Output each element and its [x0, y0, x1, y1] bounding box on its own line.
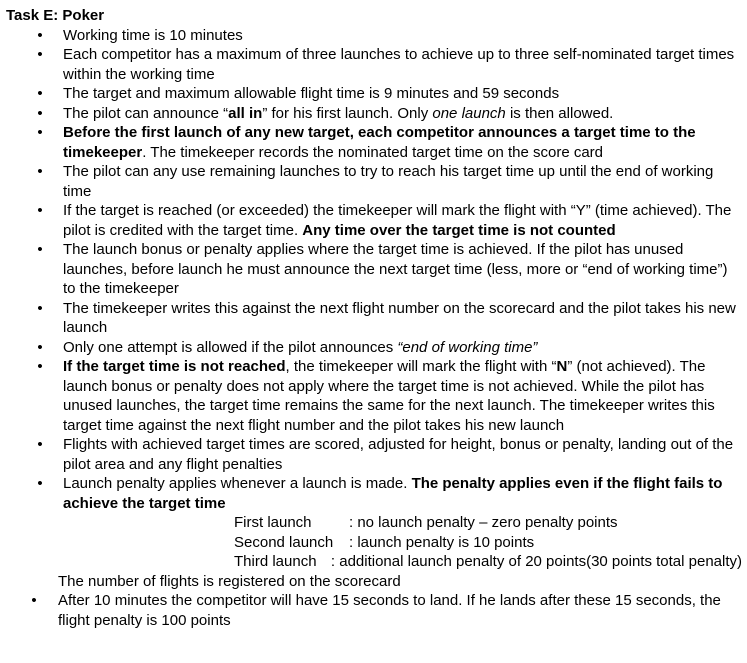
rule-text: Before the first launch of any new target, each competitor announces a target time to the timekeeper — [63, 124, 696, 161]
rule-text: is then allowed. — [505, 104, 614, 122]
rule-item — [6, 299, 742, 338]
launch-penalty-value: : no launch penalty – zero penalty points — [349, 514, 618, 531]
rule-text: N — [556, 358, 568, 375]
rule-item — [6, 45, 742, 84]
rule-text: The pilot can announce “ — [63, 104, 229, 122]
rule-text: The pilot can any use remaining launches to try to reach his target time up until the end of working time — [63, 163, 714, 200]
launch-label: Second launch — [234, 533, 334, 551]
bullet-icon: • — [37, 26, 43, 44]
rule-text: Launch penalty applies whenever a launch is made. — [63, 475, 412, 492]
rule-item — [6, 435, 742, 474]
bullet-icon: • — [37, 299, 43, 317]
bullet-icon: • — [37, 475, 43, 492]
rule-item — [6, 26, 742, 46]
bullet-icon: • — [37, 85, 43, 102]
bullet-icon: • — [37, 202, 43, 219]
rule-text: . The timekeeper records the nominated target time on the score card — [142, 143, 604, 161]
rule-text: The timekeeper writes this against the next flight number on the scorecard and the pilot takes his new launch — [63, 299, 736, 336]
rules-list — [6, 26, 742, 631]
launch-label: First launch — [234, 514, 312, 531]
bullet-icon: • — [37, 358, 43, 375]
rule-text: ” (not achieved). The launch bonus or penalty does not apply where the target time is not achieved. While the pilot has unused launches, the target time remains the same for the next launch. The timekeeper writes this target time against the next flight number and the pilot takes his new launch — [63, 358, 715, 434]
bullet-icon: • — [37, 163, 43, 180]
rule-text: Working time is 10 minutes — [63, 26, 243, 44]
rule-text: Any time over the target time is not counted — [302, 221, 616, 239]
rule-text: If the target is reached (or exceeded) the timekeeper will mark the flight with “Y” (time achieved). The pilot is credited with the target time. — [63, 202, 732, 239]
rule-item — [6, 201, 742, 240]
bullet-icon: • — [37, 241, 43, 258]
rule-text: The launch bonus or penalty applies where the target time is achieved. If the pilot has unused launches, before launch he must announce the next target time (less, more or “end of working time”) to the timekeeper — [63, 241, 728, 297]
launch-penalty-value: : launch penalty is 10 points — [349, 533, 535, 551]
rule-text: , the timekeeper will mark the flight with “ — [285, 358, 557, 375]
rule-text: Each competitor has a maximum of three launches to achieve up to three self-nominated target times within the working time — [63, 46, 735, 83]
rule-text: The target and maximum allowable flight time is 9 minutes and 59 seconds — [63, 85, 560, 102]
rule-item — [6, 338, 742, 358]
launch-penalty-row — [234, 533, 742, 553]
rule-item — [6, 357, 742, 435]
bullet-icon: • — [37, 46, 43, 63]
rule-text: Flights with achieved target times are scored, adjusted for height, bonus or penalty, landing out of the pilot area and any flight penalties — [63, 436, 734, 473]
registered-note: The number of flights is registered on the scorecard — [58, 572, 401, 590]
task-title: Task E: Poker — [6, 7, 105, 24]
bullet-icon: • — [37, 104, 43, 122]
launch-penalty-row — [234, 513, 742, 533]
bullet-icon: • — [37, 124, 43, 141]
rule-text: “end of working time” — [397, 338, 538, 356]
document — [6, 6, 742, 630]
launch-penalty-table — [234, 513, 742, 572]
bullet-icon: • — [37, 436, 43, 453]
rule-text: The penalty applies even if the flight fails to achieve the target time — [63, 475, 723, 512]
rule-text: all in — [228, 104, 263, 122]
rule-item — [6, 123, 742, 162]
bullet-icon: • — [31, 592, 37, 609]
rule-item — [6, 84, 742, 104]
launch-label: Third launch — [234, 553, 317, 570]
rule-item — [6, 162, 742, 201]
launch-penalty-row — [234, 552, 742, 572]
rule-text: one launch — [432, 104, 506, 122]
rule-item-landing — [6, 591, 742, 630]
rule-text: ” for his first launch. Only — [262, 104, 433, 122]
rule-text: If the target time is not reached — [63, 358, 286, 375]
rule-text: Only one attempt is allowed if the pilot announces — [63, 338, 398, 356]
rule-item — [6, 474, 742, 572]
rule-item — [6, 104, 742, 124]
rule-item — [6, 240, 742, 299]
launch-penalty-value: : additional launch penalty of 20 points(30 points total penalty) — [330, 553, 742, 570]
rule-text: After 10 minutes the competitor will have 15 seconds to land. If he lands after these 15 seconds, the flight penalty is 100 points — [58, 592, 721, 629]
bullet-icon: • — [37, 338, 43, 356]
